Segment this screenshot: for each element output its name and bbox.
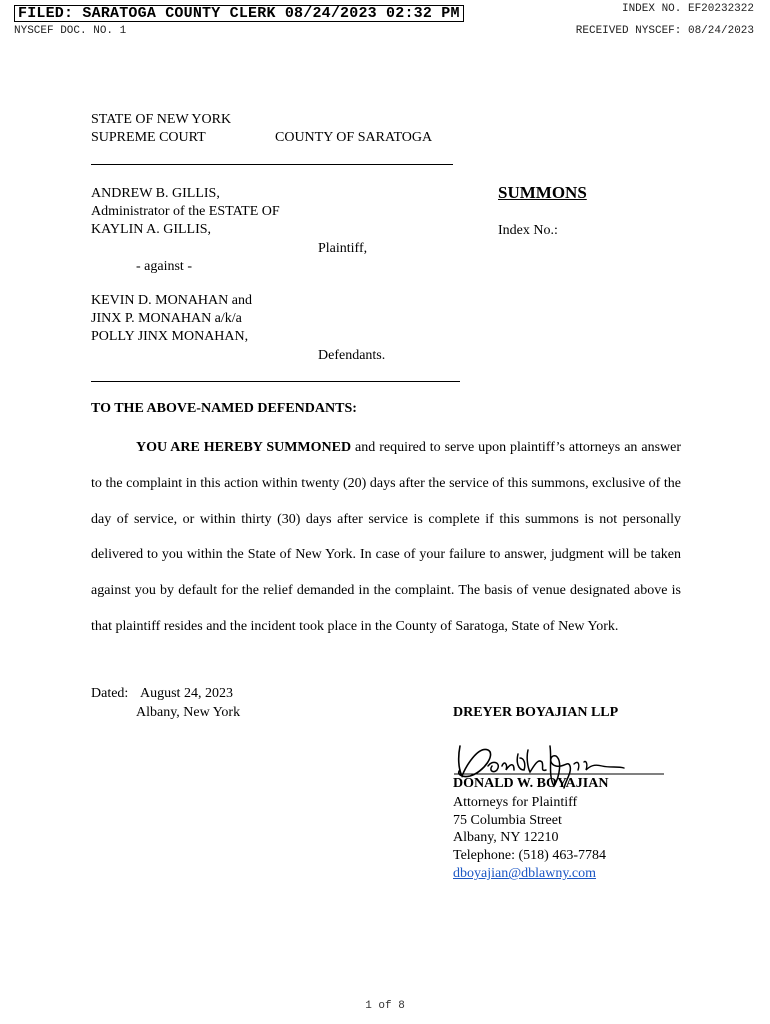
page-number: 1 of 8: [365, 1000, 405, 1012]
defendant-role: Defendants.: [318, 348, 386, 363]
firm-street: 75 Columbia Street: [453, 813, 562, 828]
defendant-alias: POLLY JINX MONAHAN,: [91, 329, 249, 344]
document-title: SUMMONS: [498, 183, 587, 202]
firm-name: DREYER BOYAJIAN LLP: [453, 705, 619, 720]
plaintiff-role: Plaintiff,: [318, 241, 368, 256]
index-number: INDEX NO. EF20232322: [621, 3, 754, 15]
dated-place: Albany, New York: [136, 705, 241, 720]
against-label: - against -: [136, 259, 192, 274]
firm-city: Albany, NY 12210: [453, 830, 559, 845]
attorney-role: Attorneys for Plaintiff: [453, 795, 578, 810]
received-date: RECEIVED NYSCEF: 08/24/2023: [575, 25, 754, 37]
index-number-label: Index No.:: [498, 223, 558, 238]
summons-paragraph: [91, 430, 681, 645]
filed-stamp: FILED: SARATOGA COUNTY CLERK 08/24/2023 02:32 PM: [14, 5, 464, 22]
summoned-phrase: YOU ARE HEREBY SUMMONED: [136, 440, 352, 455]
defendant-name-1: KEVIN D. MONAHAN and: [91, 293, 252, 308]
summons-body-text: and required to serve upon plaintiff’s attorneys an answer to the complaint in this action within twenty (20) days after the service of this summons, exclusive of the day of service, or within thirty (30) days after service is complete if this summons is not personally delivered to you within the State of New York. In case of your failure to answer, judgment will be taken against you by default for the relief demanded in the complaint. The basis of venue designated above is that plaintiff resides and the incident took place in the County of Saratoga, State of New York.: [91, 440, 681, 634]
email-link[interactable]: dboyajian@dblawny.com: [453, 866, 597, 881]
court-label: SUPREME COURT: [91, 130, 206, 145]
caption-bottom-rule: [91, 381, 460, 382]
firm-phone: Telephone: (518) 463-7784: [453, 848, 606, 863]
plaintiff-capacity: Administrator of the ESTATE OF: [91, 204, 280, 219]
defendant-name-2: JINX P. MONAHAN a/k/a: [91, 311, 242, 326]
addressee-heading: TO THE ABOVE-NAMED DEFENDANTS:: [91, 401, 357, 416]
dated-label: Dated:: [91, 686, 129, 701]
nyscef-doc-number: NYSCEF DOC. NO. 1: [14, 25, 127, 37]
caption-top-rule: [91, 164, 453, 165]
dated-date: August 24, 2023: [140, 686, 233, 701]
county-label: COUNTY OF SARATOGA: [275, 130, 433, 145]
estate-name: KAYLIN A. GILLIS,: [91, 222, 212, 237]
attorney-name: DONALD W. BOYAJIAN: [453, 776, 609, 791]
state-label: STATE OF NEW YORK: [91, 112, 232, 127]
plaintiff-name: ANDREW B. GILLIS,: [91, 186, 220, 201]
